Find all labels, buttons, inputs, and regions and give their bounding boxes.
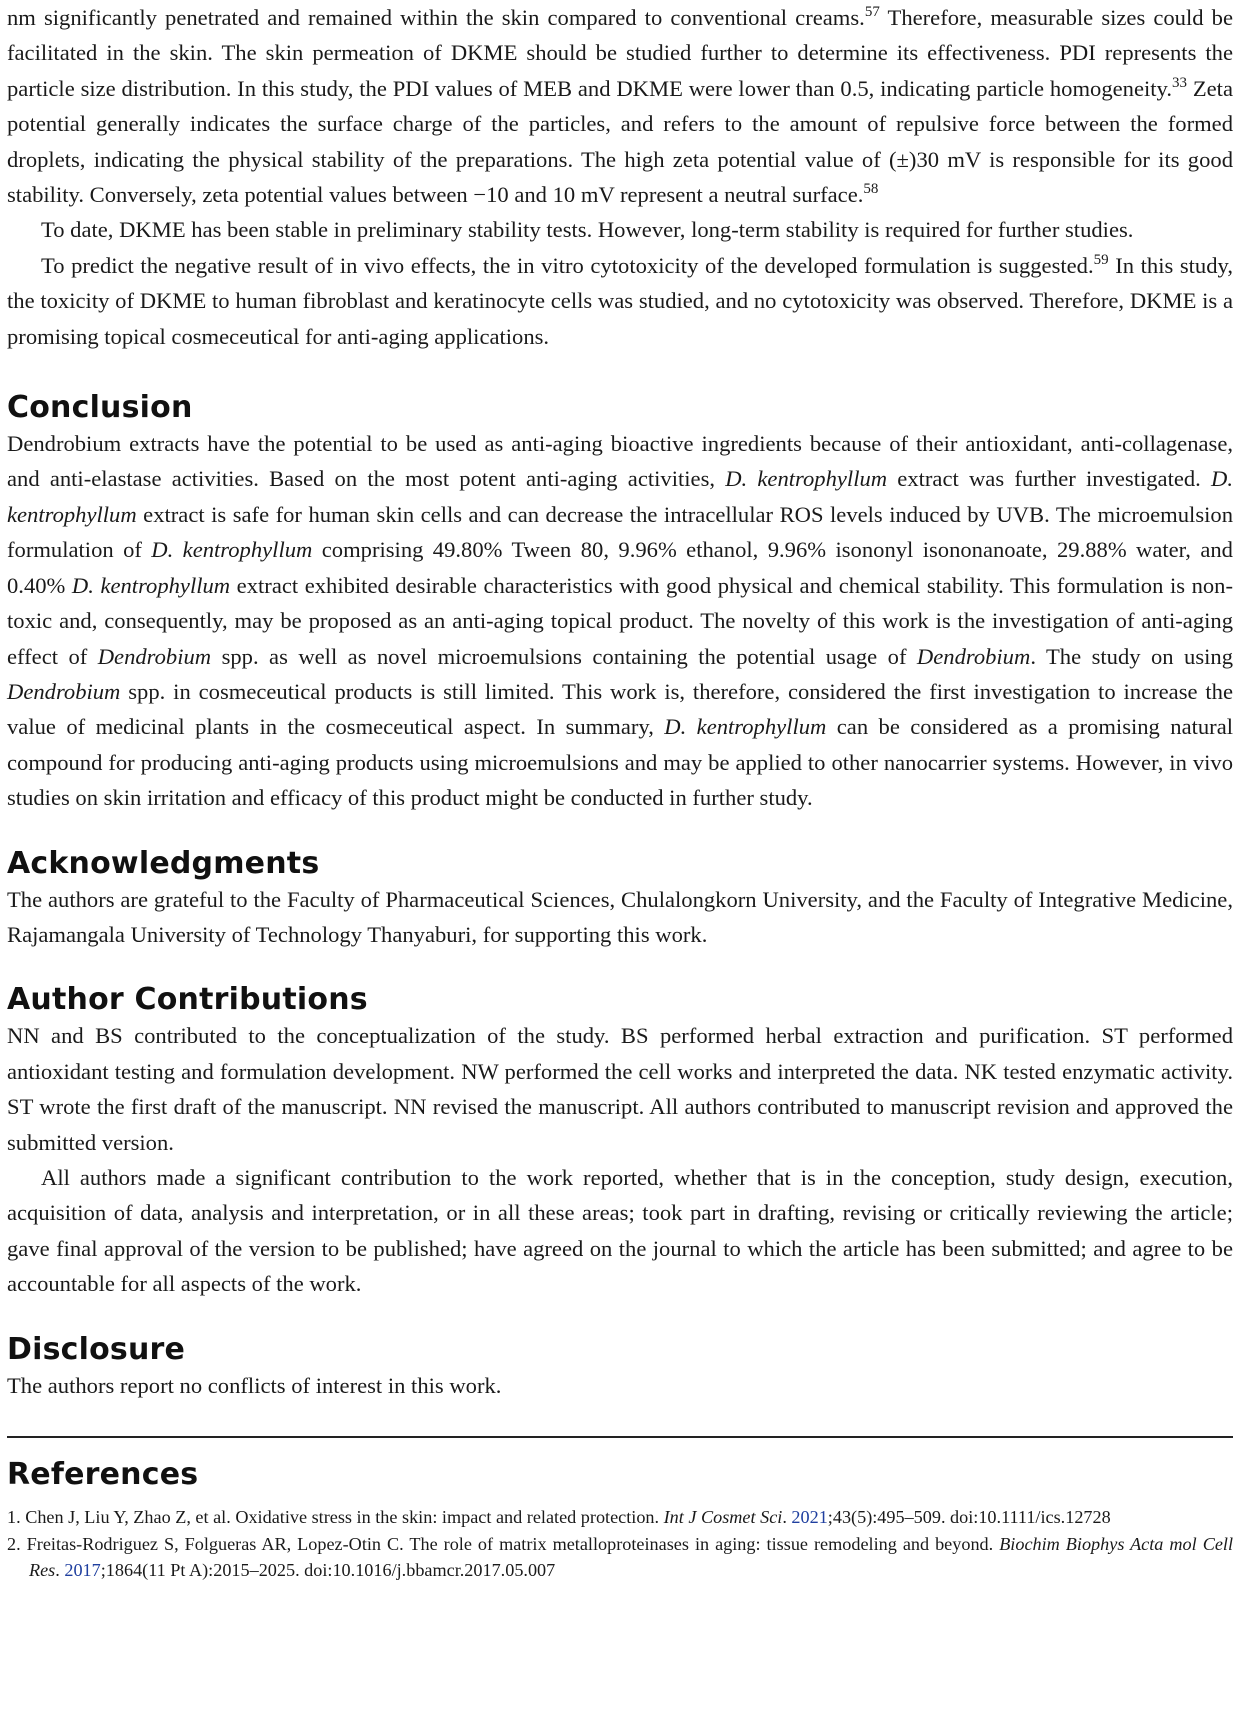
text-span: To predict the negative result of in vivo effects, the in vitro cytotoxicity of the developed formulation is suggested. bbox=[41, 252, 1094, 278]
text-span: nm significantly penetrated and remained within the skin compared to conventional creams. bbox=[7, 5, 865, 30]
discussion-paragraph bbox=[7, 0, 1233, 212]
species-name: D. kentrophyllum bbox=[71, 572, 231, 598]
species-name: D. kentrophyllum bbox=[725, 466, 888, 492]
contributions-paragraph: All authors made a significant contribution to the work reported, whether that is in the conception, study design, execution, acquisition of data, analysis and interpretation, or in all these areas; took part in drafting, revising or critically reviewing the article; gave final approval of the version to be published; have agreed on the journal to which the article has been submitted; and agree to be accountable for all aspects of the work. bbox=[7, 1164, 1233, 1297]
reference-text: 2. Freitas-Rodriguez S, Folgueras AR, Lopez-Otin C. The role of matrix metalloproteinases in aging: tissue remodeling and beyond. bbox=[7, 1533, 1000, 1554]
reference-text: ;43(5):495–509. doi:10.1111/ics.12728 bbox=[827, 1507, 1111, 1527]
text-span: can be considered as a promising natural compound for producing anti-aging products using microemulsions and may be applied to other nanocarrier systems. However, in vivo studies on skin irritation and efficacy of this product might be conducted in further study. bbox=[7, 714, 1233, 811]
reference-item bbox=[7, 1531, 1233, 1584]
discussion-continuation bbox=[7, 0, 1233, 354]
section-heading: References bbox=[7, 1457, 199, 1492]
acknowledgments-paragraph: The authors are grateful to the Faculty of Pharmaceutical Sciences, Chulalongkorn University, and the Faculty of Integrative Medicine, Rajamangala University of Technology Thanyaburi, for supporting this work. bbox=[7, 886, 1233, 947]
reference-text: . bbox=[55, 1560, 65, 1580]
citation-ref[interactable]: 58 bbox=[863, 181, 879, 198]
disclosure-section bbox=[7, 1328, 1233, 1403]
disclosure-paragraph: The authors report no conflicts of interest in this work. bbox=[7, 1372, 502, 1398]
author-contributions-section bbox=[7, 978, 1233, 1301]
reference-item bbox=[7, 1504, 1233, 1531]
citation-ref[interactable]: 59 bbox=[1093, 251, 1109, 268]
text-span: Therefore, measurable sizes could be facilitated in the skin. The skin permeation of DKME should be studied further to determine its effectiveness. PDI represents the particle size distribution. In this study, the PDI values of MEB and DKME were lower than 0.5, indicating particle homogeneity. bbox=[7, 5, 1233, 101]
conclusion-section bbox=[7, 380, 1233, 815]
journal-name: Int J Cosmet Sci bbox=[663, 1507, 783, 1527]
reference-text: 1. Chen J, Liu Y, Zhao Z, et al. Oxidative stress in the skin: impact and related protection. bbox=[7, 1507, 664, 1527]
text-span: Zeta potential generally indicates the surface charge of the particles, and refers to the amount of repulsive force between the formed droplets, indicating the physical stability of the preparations. The high zeta potential value of (±)30 mV is responsible for its good stability. Conversely, zeta potential values between −10 and 10 mV represent a neutral surface. bbox=[7, 75, 1233, 208]
species-name: Dendrobium bbox=[916, 643, 1031, 669]
text-span: In this study, the toxicity of DKME to human fibroblast and keratinocyte cells was studied, and no cytotoxicity was observed. Therefore, DKME is a promising topical cosmeceutical for anti-aging applications. bbox=[7, 252, 1233, 349]
acknowledgments-section bbox=[7, 842, 1233, 953]
section-heading: Acknowledgments bbox=[7, 845, 320, 881]
text-span: extract is safe for human skin cells and can decrease the intracellular ROS levels induced by UVB. The microemulsion formulation of bbox=[7, 501, 1233, 563]
reference-text: ;1864(11 Pt A):2015–2025. doi:10.1016/j.bbamcr.2017.05.007 bbox=[100, 1560, 556, 1580]
text-span: extract exhibited desirable characteristics with good physical and chemical stability. This formulation is non-toxic and, consequently, may be proposed as an anti-aging topical product. The novelty of this work is the investigation of anti-aging effect of bbox=[7, 572, 1233, 669]
reference-text: . bbox=[782, 1507, 792, 1527]
species-name: D. kentrophyllum bbox=[664, 714, 827, 740]
reference-year-link[interactable]: 2021 bbox=[791, 1507, 828, 1527]
section-heading: Disclosure bbox=[7, 1331, 186, 1367]
contributions-paragraph: NN and BS contributed to the conceptualization of the study. BS performed herbal extraction and purification. ST performed antioxidant testing and formulation development. NW performed the cell works and interpreted the data. NK tested enzymatic activity. ST wrote the first draft of the manuscript. NN revised the manuscript. All authors contributed to manuscript revision and approved the submitted version. bbox=[7, 1023, 1233, 1155]
conclusion-paragraph bbox=[7, 426, 1233, 815]
reference-year-link[interactable]: 2017 bbox=[64, 1560, 101, 1580]
text-span: spp. as well as novel microemulsions containing the potential usage of bbox=[211, 643, 917, 669]
text-span: comprising 49.80% Tween 80, 9.96% ethanol, 9.96% isononyl isononanoate, 29.88% water, and 0.40% bbox=[7, 537, 1233, 598]
reference-list bbox=[7, 1504, 1233, 1584]
species-name: Dendrobium bbox=[97, 643, 212, 669]
species-name: Dendrobium bbox=[7, 678, 121, 704]
citation-ref[interactable]: 33 bbox=[1172, 74, 1188, 91]
discussion-paragraph: To date, DKME has been stable in preliminary stability tests. However, long-term stability is required for further studies. bbox=[41, 217, 1134, 243]
section-heading: Conclusion bbox=[7, 390, 193, 426]
text-span: Dendrobium extracts have the potential to be used as anti-aging bioactive ingredients because of their antioxidant, anti-collagenase, and anti-elastase activities. Based on the most potent anti-aging activities, bbox=[7, 431, 1233, 492]
references-section bbox=[7, 1451, 1233, 1584]
text-span: spp. in cosmeceutical products is still limited. This work is, therefore, considered the first investigation to increase the value of medicinal plants in the cosmeceutical aspect. In summary, bbox=[7, 678, 1233, 740]
section-heading: Author Contributions bbox=[7, 982, 368, 1018]
text-span: extract was further investigated. bbox=[887, 466, 1212, 492]
text-span: . The study on using bbox=[1030, 643, 1233, 669]
citation-ref[interactable]: 57 bbox=[864, 4, 880, 20]
journal-name: Biochim Biophys Acta mol Cell Res bbox=[29, 1533, 1234, 1580]
discussion-paragraph bbox=[7, 248, 1233, 354]
species-name: D. kentrophyllum bbox=[151, 537, 313, 563]
species-name: D. kentrophyllum bbox=[7, 466, 1234, 527]
section-divider bbox=[7, 1436, 1233, 1438]
